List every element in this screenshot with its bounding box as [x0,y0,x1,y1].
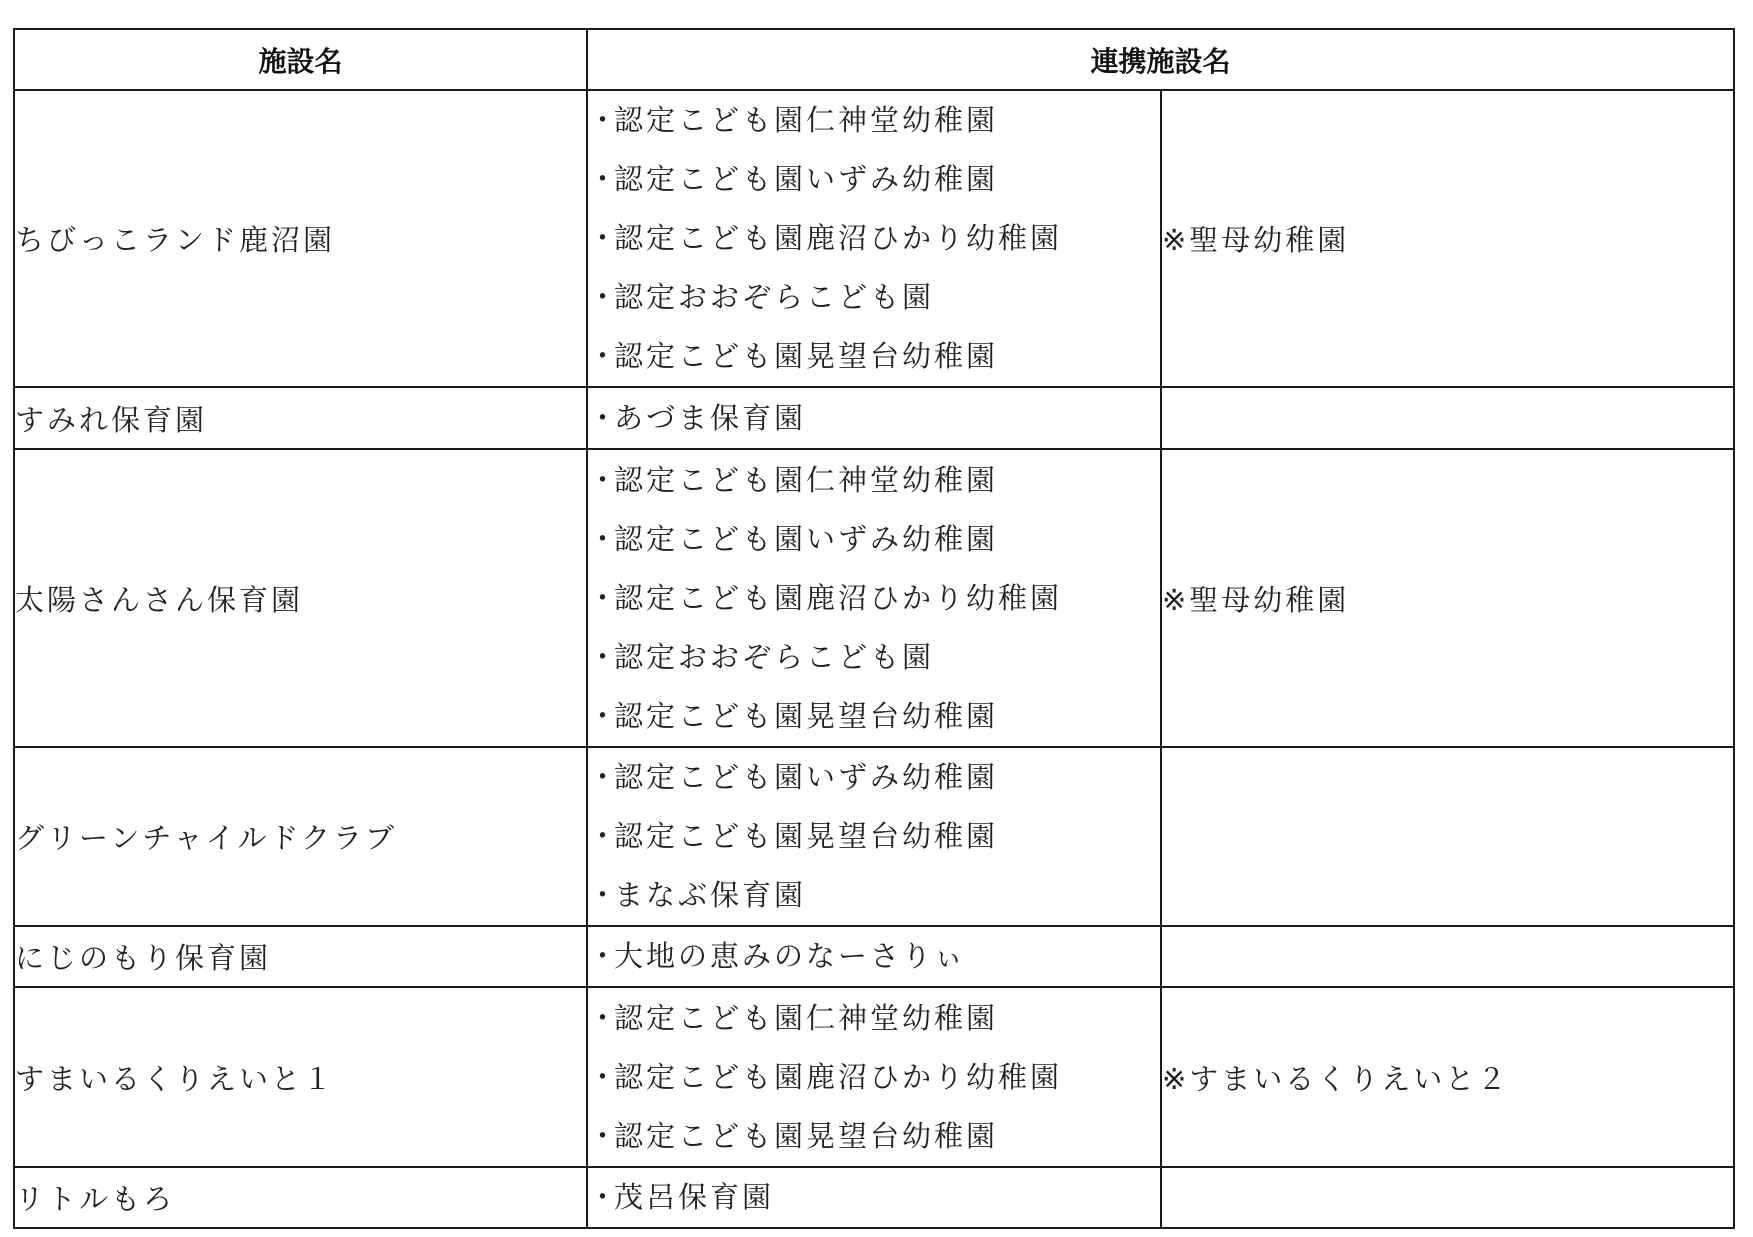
table-row [14,987,1734,1167]
partner-name: 認定こども園仁神堂幼稚園 [614,103,999,137]
partner-list [588,927,1160,986]
table-row [14,90,1734,387]
partner-list [588,989,1160,1166]
partner-name: 認定おおぞらこども園 [614,639,935,674]
facility-name-cell: ちびっこランド鹿沼園 [14,90,587,387]
partner-name: 大地の恵みのなーさりぃ [614,939,967,973]
partner-item [588,451,1160,510]
bullet-icon: ・ [588,339,621,373]
partner-list-cell [587,90,1161,387]
facility-name-cell: にじのもり保育園 [14,926,587,987]
partner-item [588,569,1160,628]
partner-item [588,748,1160,807]
partner-item [588,150,1160,209]
partner-item [588,989,1160,1048]
partner-list-cell [587,387,1161,449]
bullet-icon: ・ [588,280,621,314]
bullet-icon: ・ [588,639,621,674]
bullet-icon: ・ [588,1118,621,1153]
facility-name-cell: すまいるくりえいと１ [14,987,587,1167]
partner-item [588,327,1160,386]
facility-name-cell: 太陽さんさん保育園 [14,449,587,747]
note-cell [1161,1167,1734,1228]
bullet-icon: ・ [588,521,621,556]
note-cell [1161,387,1734,449]
partner-item [588,1107,1160,1166]
bullet-icon: ・ [588,1059,621,1094]
partner-name: 認定こども園鹿沼ひかり幼稚園 [614,221,1063,255]
note-cell [1161,747,1734,926]
partner-item [588,1168,1160,1227]
partner-name: 認定おおぞらこども園 [614,280,935,314]
partner-item [588,927,1160,986]
partner-item [588,209,1160,268]
bullet-icon: ・ [588,103,621,137]
partner-name: 認定こども園いずみ幼稚園 [614,760,999,794]
table-row [14,1167,1734,1228]
partner-list-cell [587,747,1161,926]
bullet-icon: ・ [588,698,621,733]
partner-list-cell [587,926,1161,987]
note-cell: ※聖母幼稚園 [1161,90,1734,387]
note-cell: ※聖母幼稚園 [1161,449,1734,747]
table-row [14,449,1734,747]
partner-name: 認定こども園晃望台幼稚園 [614,1118,999,1153]
header-partner-facilities: 連携施設名 [587,29,1734,90]
bullet-icon: ・ [588,580,621,615]
table-row [14,747,1734,926]
partner-list [588,748,1160,925]
partner-list [588,389,1160,448]
partner-item [588,628,1160,687]
partner-name: 認定こども園いずみ幼稚園 [614,162,999,196]
partner-name: 茂呂保育園 [614,1180,775,1214]
partner-name: 認定こども園鹿沼ひかり幼稚園 [614,580,1063,615]
bullet-icon: ・ [588,819,621,853]
partner-list [588,1168,1160,1227]
bullet-icon: ・ [588,162,621,196]
header-facility-name: 施設名 [14,29,587,90]
partner-name: 認定こども園鹿沼ひかり幼稚園 [614,1059,1063,1094]
partner-list-cell [587,1167,1161,1228]
bullet-icon: ・ [588,760,621,794]
partner-name: まなぶ保育園 [614,878,807,912]
facility-name-cell: リトルもろ [14,1167,587,1228]
facility-name-cell: グリーンチャイルドクラブ [14,747,587,926]
partner-name: 認定こども園仁神堂幼稚園 [614,462,999,497]
partner-item [588,389,1160,448]
partner-list [588,451,1160,746]
partner-name: 認定こども園晃望台幼稚園 [614,698,999,733]
bullet-icon: ・ [588,939,621,973]
bullet-icon: ・ [588,221,621,255]
partner-item [588,866,1160,925]
partner-item [588,510,1160,569]
bullet-icon: ・ [588,400,621,435]
partner-item [588,91,1160,150]
bullet-icon: ・ [588,878,621,912]
table-row [14,387,1734,449]
partner-list-cell [587,987,1161,1167]
note-cell: ※すまいるくりえいと２ [1161,987,1734,1167]
partner-name: 認定こども園仁神堂幼稚園 [614,1000,999,1035]
partner-name: あづま保育園 [614,400,807,435]
facility-name-cell: すみれ保育園 [14,387,587,449]
partner-item [588,807,1160,866]
partner-item [588,1048,1160,1107]
partner-list-cell [587,449,1161,747]
partner-name: 認定こども園いずみ幼稚園 [614,521,999,556]
table-row [14,926,1734,987]
bullet-icon: ・ [588,1000,621,1035]
note-cell [1161,926,1734,987]
partner-name: 認定こども園晃望台幼稚園 [614,339,999,373]
partner-item [588,687,1160,746]
bullet-icon: ・ [588,1180,621,1214]
partner-name: 認定こども園晃望台幼稚園 [614,819,999,853]
partner-list [588,91,1160,386]
facility-partnership-table [13,28,1735,1229]
table-header-row [14,29,1734,90]
partner-item [588,268,1160,327]
bullet-icon: ・ [588,462,621,497]
